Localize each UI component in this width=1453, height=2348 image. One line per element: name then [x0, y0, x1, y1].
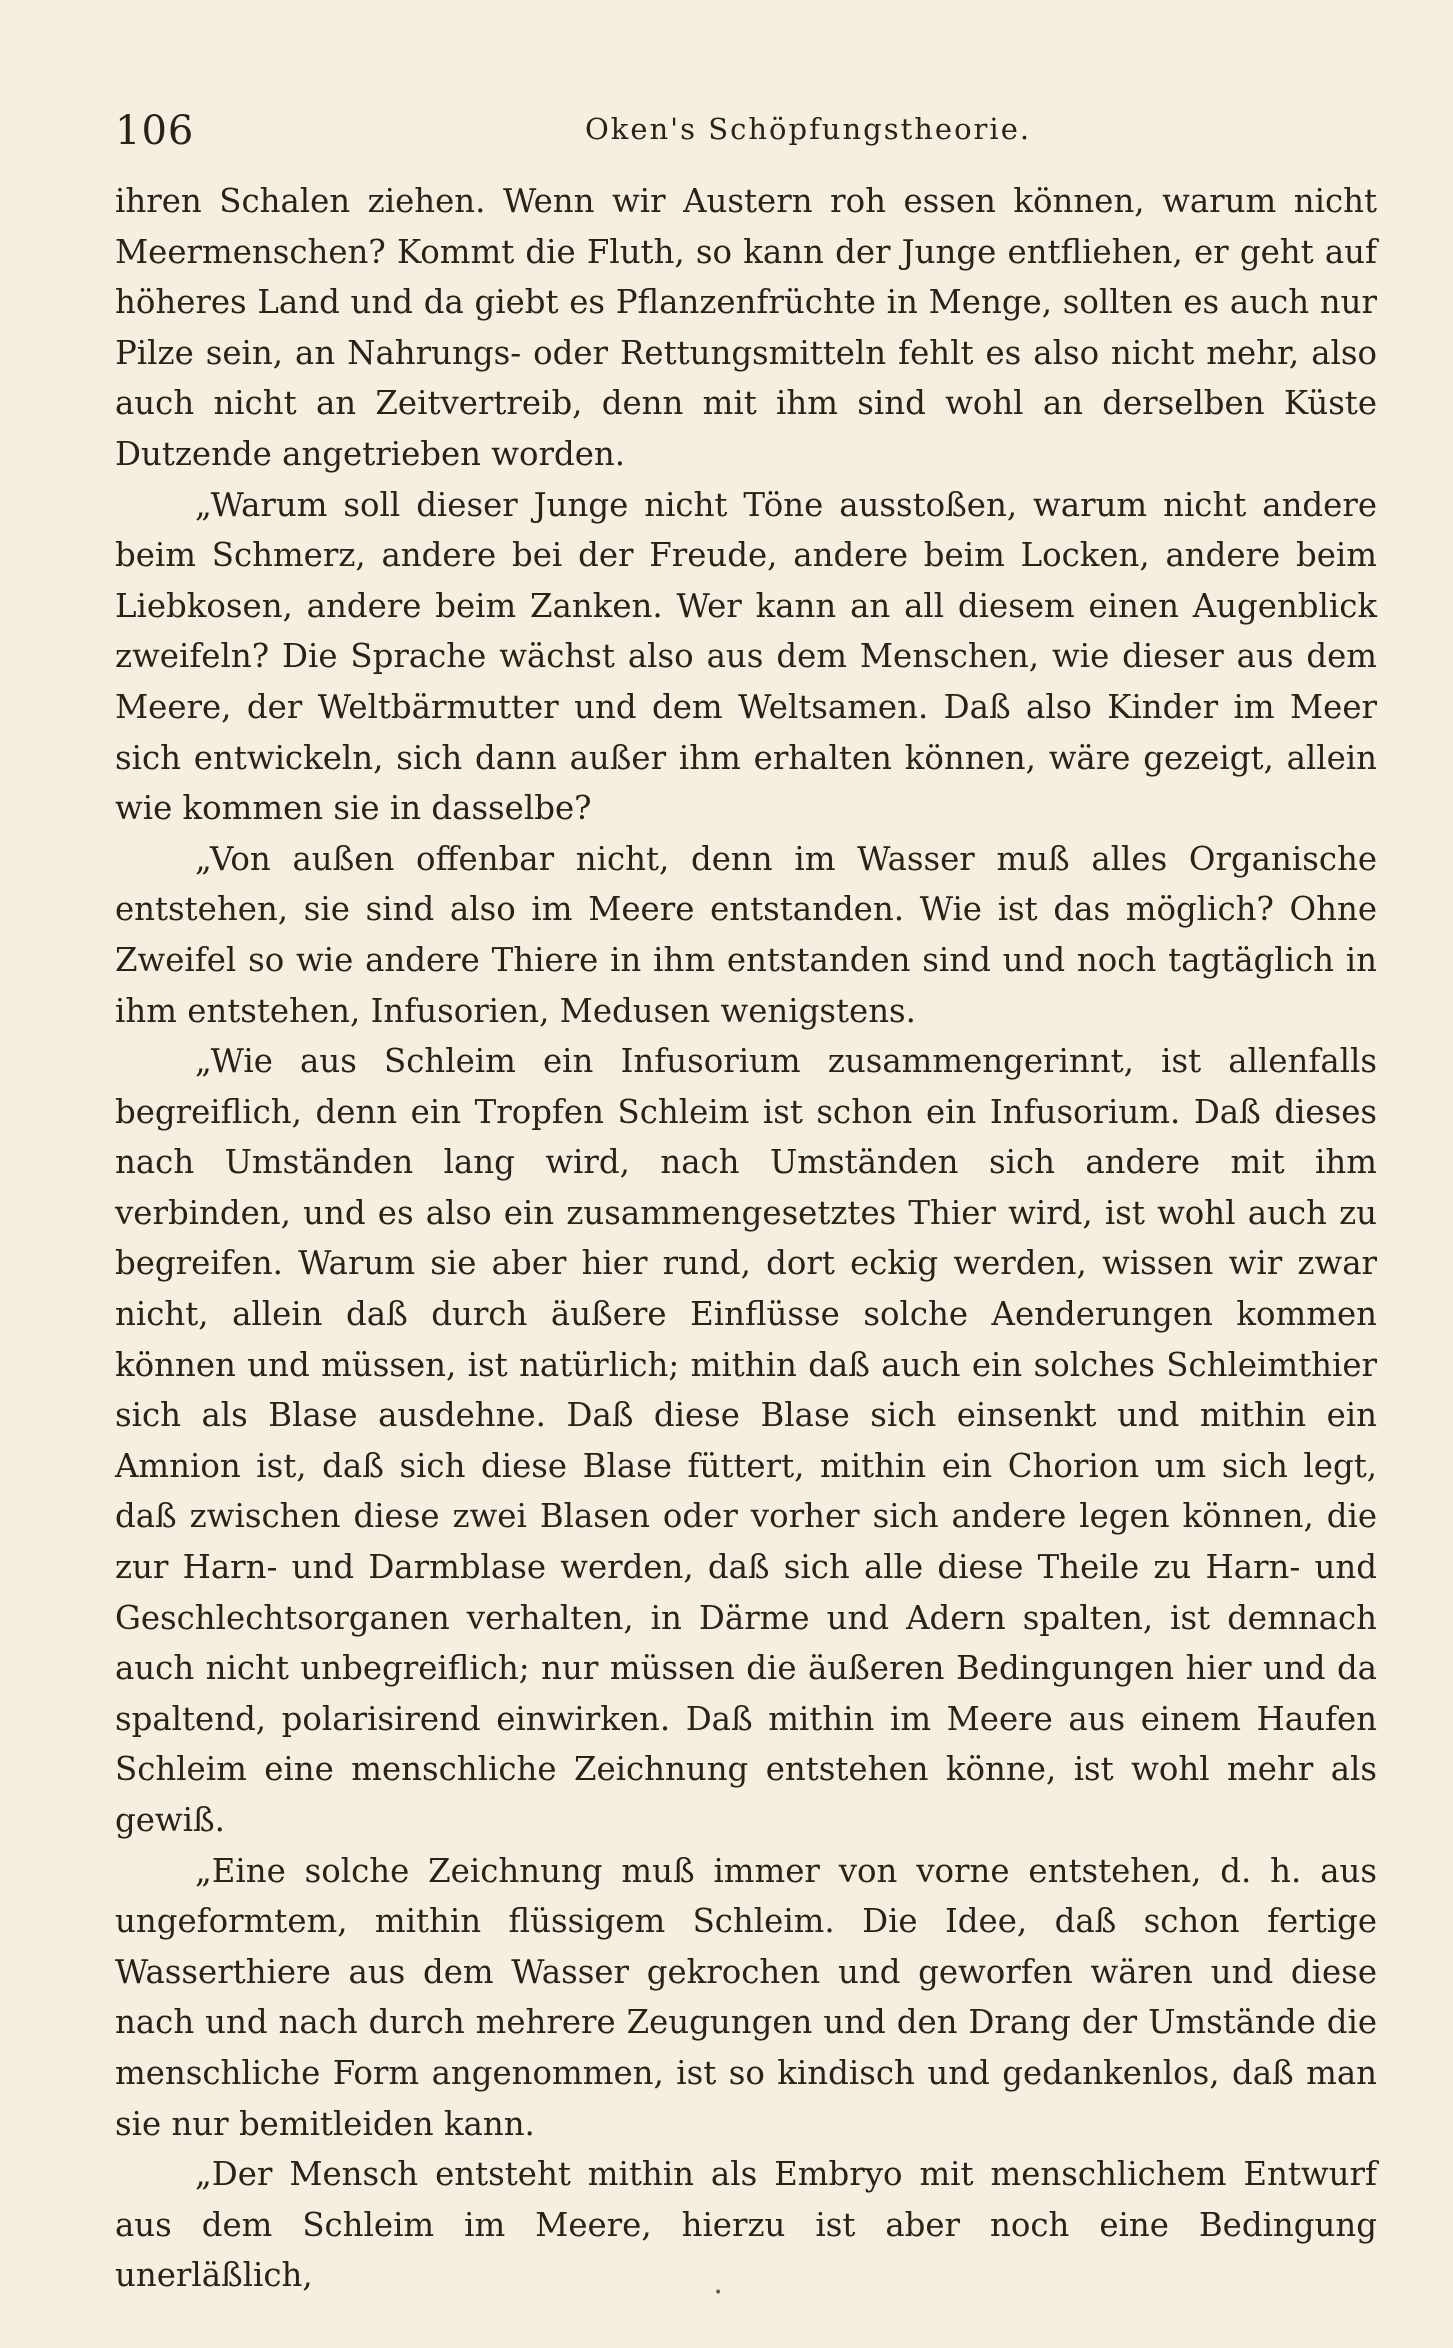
running-head: Oken's Schöpfungstheorie.	[585, 112, 1032, 146]
paragraph: „Eine solche Zeichnung muß immer von vorne entstehen, d. h. aus ungeformtem, mithin flüssigem Schleim. Die Idee, daß schon fertige Wasserthiere aus dem Wasser gekrochen und geworfen wären und diese nach und nach durch mehrere Zeugungen und den Drang der Umstände die menschliche Form angenommen, ist so kindisch und gedankenlos, daß man sie nur bemitleiden kann.	[115, 1851, 1377, 2143]
page-header	[115, 108, 1375, 164]
footer-mark: •	[714, 2285, 723, 2301]
paragraph: „Wie aus Schleim ein Infusorium zusammengerinnt, ist allenfalls begreiflich, denn ein Tropfen Schleim ist schon ein Infusorium. Daß dieses nach Umständen lang wird, nach Umständen sich andere mit ihm verbinden, und es also ein zusammengesetztes Thier wird, ist wohl auch zu begreifen. Warum sie aber hier rund, dort eckig werden, wissen wir zwar nicht, allein daß durch äußere Einflüsse solche Aenderungen kommen können und müssen, ist natürlich; mithin daß auch ein solches Schleimthier sich als Blase ausdehne. Daß diese Blase sich einsenkt und mithin ein Amnion ist, daß sich diese Blase füttert, mithin ein Chorion um sich legt, daß zwischen diese zwei Blasen oder vorher sich andere legen können, die zur Harn- und Darmblase werden, daß sich alle diese Theile zu Harn- und Geschlechtsorganen verhalten, in Därme und Adern spalten, ist demnach auch nicht unbegreiflich; nur müssen die äußeren Bedingungen hier und da spaltend, polarisirend einwirken. Daß mithin im Meere aus einem Haufen Schleim eine menschliche Zeichnung entstehen könne, ist wohl mehr als gewiß.	[115, 1042, 1377, 1839]
paragraph: „Von außen offenbar nicht, denn im Wasser muß alles Organische entstehen, sie sind also im Meere entstanden. Wie ist das möglich? Ohne Zweifel so wie andere Thiere in ihm entstanden sind und noch tagtäglich in ihm entstehen, Infusorien, Medusen wenigstens.	[115, 839, 1377, 1030]
body-text	[115, 176, 1377, 2301]
paragraph: ihren Schalen ziehen. Wenn wir Austern roh essen können, warum nicht Meermenschen? Kommt die Fluth, so kann der Junge entfliehen, er geht auf höheres Land und da giebt es Pflanzenfrüchte in Menge, sollten es auch nur Pilze sein, an Nahrungs- oder Rettungsmitteln fehlt es also nicht mehr, also auch nicht an Zeitvertreib, denn mit ihm sind wohl an derselben Küste Dutzende angetrieben worden.	[115, 182, 1377, 473]
paragraph: „Der Mensch entsteht mithin als Embryo mit menschlichem Entwurf aus dem Schleim im Meere, hierzu ist aber noch eine Bedingung unerläßlich,	[115, 2155, 1377, 2295]
paragraph: „Warum soll dieser Junge nicht Töne ausstoßen, warum nicht andere beim Schmerz, andere bei der Freude, andere beim Locken, andere beim Liebkosen, andere beim Zanken. Wer kann an all diesem einen Augenblick zweifeln? Die Sprache wächst also aus dem Menschen, wie dieser aus dem Meere, der Weltbärmutter und dem Weltsamen. Daß also Kinder im Meer sich entwickeln, sich dann außer ihm erhalten können, wäre gezeigt, allein wie kommen sie in dasselbe?	[115, 485, 1377, 828]
page-number: 106	[115, 108, 195, 154]
